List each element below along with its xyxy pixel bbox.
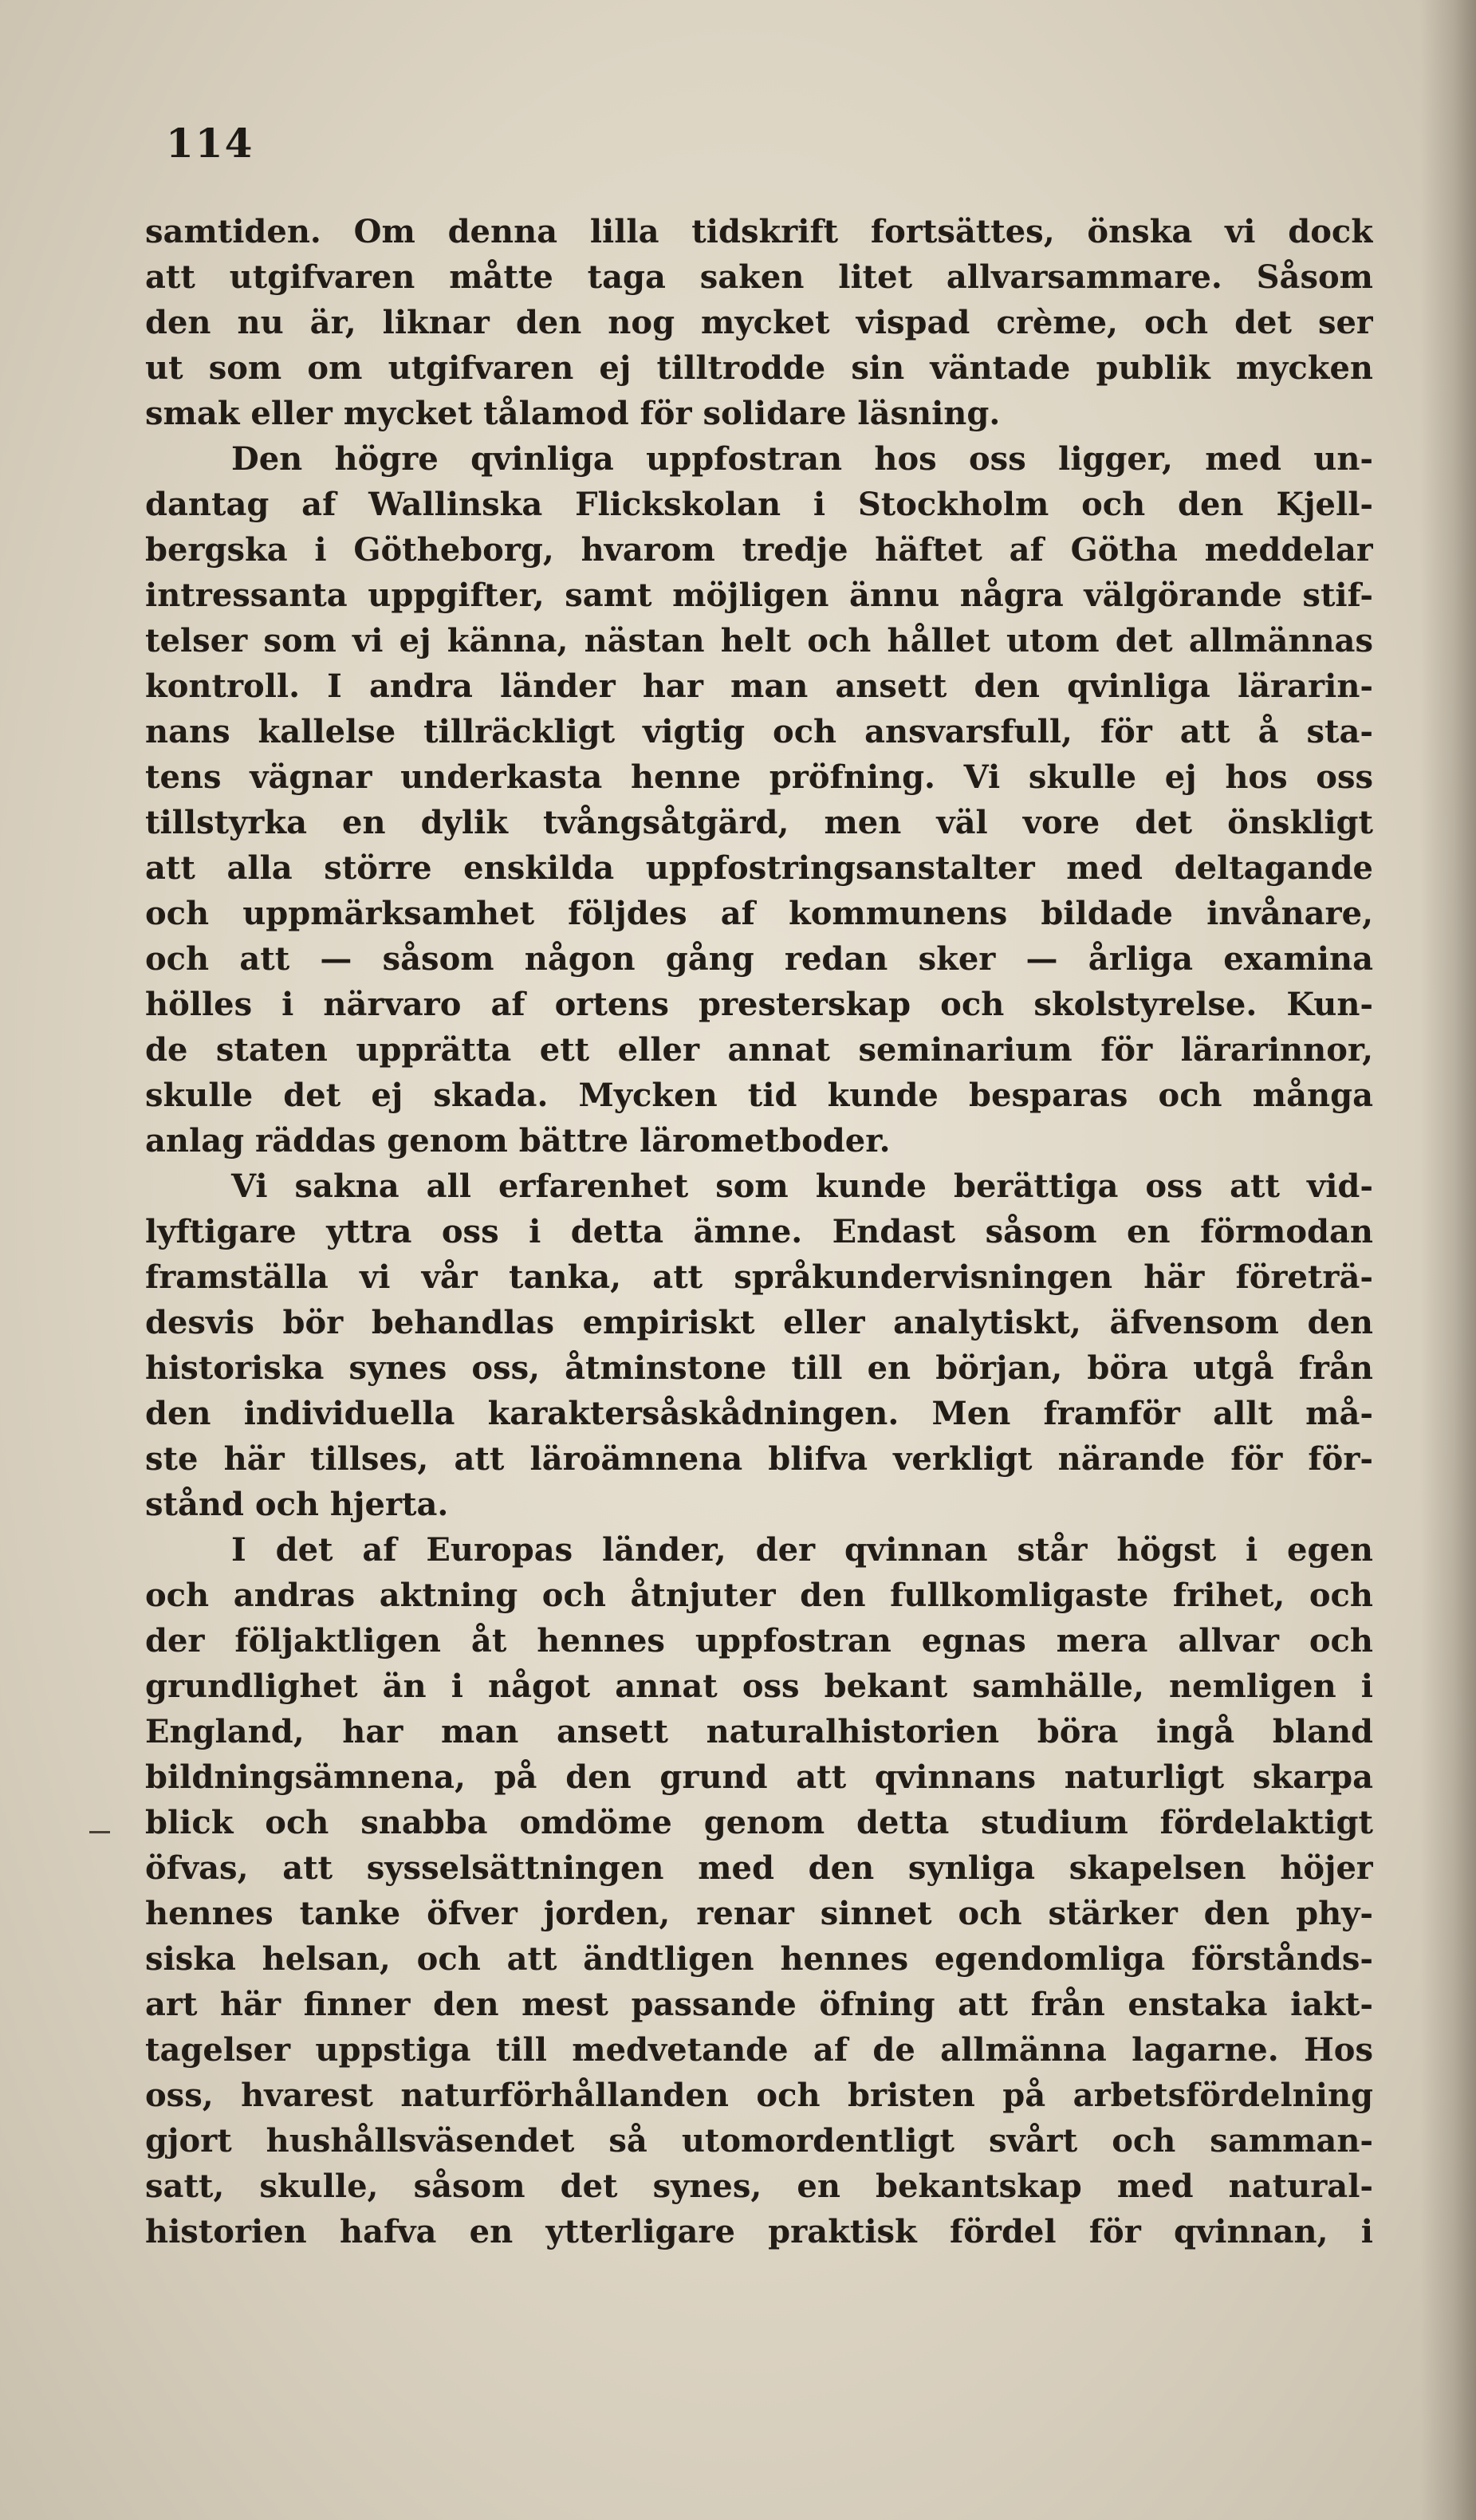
text-line: skulle det ej skada. Mycken tid kunde besparas och många (145, 1077, 1373, 1114)
text-line: bildningsämnena, på den grund att qvinnans naturligt skarpa (145, 1758, 1373, 1796)
text-line: hennes tanke öfver jorden, renar sinnet och stärker den phy- (145, 1895, 1373, 1932)
text-line: der följaktligen åt hennes uppfostran egnas mera allvar och (145, 1622, 1373, 1660)
text-line: anlag räddas genom bättre lärometboder. (145, 1122, 891, 1160)
text-line: desvis bör behandlas empiriskt eller analytiskt, äfvensom den (145, 1304, 1373, 1341)
text-line: hölles i närvaro af ortens presterskap och skolstyrelse. Kun- (145, 986, 1373, 1023)
text-line: samtiden. Om denna lilla tidskrift fortsättes, önska vi dock (145, 213, 1373, 250)
text-line: att alla större enskilda uppfostringsanstalter med deltagande (145, 849, 1373, 887)
margin-pencil-mark (89, 1831, 110, 1833)
text-line: smak eller mycket tålamod för solidare läsning. (145, 395, 1001, 432)
text-line: att utgifvaren måtte taga saken litet allvarsammare. Såsom (145, 258, 1373, 296)
text-line: historiska synes oss, åtminstone till en början, böra utgå från (145, 1349, 1373, 1387)
text-line: bergska i Götheborg, hvarom tredje häftet af Götha meddelar (145, 531, 1373, 569)
text-line: tens vägnar underkasta henne pröfning. Vi skulle ej hos oss (145, 758, 1373, 796)
text-line: historien hafva en ytterligare praktisk fördel för qvinnan, i (145, 2213, 1373, 2250)
text-line: kontroll. I andra länder har man ansett den qvinliga lärarin- (145, 667, 1373, 705)
text-line: ut som om utgifvaren ej tilltrodde sin väntade publik mycken (145, 349, 1373, 387)
text-line: satt, skulle, såsom det synes, en bekantskap med natural- (145, 2168, 1373, 2205)
text-line: ste här tillses, att läroämnena blifva verkligt närande för för- (145, 1440, 1373, 1478)
text-line: de staten upprätta ett eller annat seminarium för lärarinnor, (145, 1031, 1373, 1069)
body-text (145, 209, 1373, 2254)
text-line: och att — såsom någon gång redan sker — årliga examina (145, 940, 1373, 978)
text-line: öfvas, att sysselsättningen med den synliga skapelsen höjer (145, 1849, 1373, 1887)
text-line: den individuella karaktersåskådningen. Men framför allt må- (145, 1395, 1373, 1432)
text-line: oss, hvarest naturförhållanden och bristen på arbetsfördelning (145, 2077, 1373, 2114)
text-line: blick och snabba omdöme genom detta studium fördelaktigt (145, 1804, 1373, 1841)
text-line: tillstyrka en dylik tvångsåtgärd, men väl vore det önskligt (145, 804, 1373, 841)
text-line: art här finner den mest passande öfning att från enstaka iakt- (145, 1986, 1373, 2023)
text-line: grundlighet än i något annat oss bekant samhälle, nemligen i (145, 1668, 1373, 1705)
text-line: den nu är, liknar den nog mycket vispad crème, och det ser (145, 304, 1373, 341)
text-line: Vi sakna all erfarenhet som kunde berättiga oss att vid- (231, 1167, 1373, 1205)
text-line: gjort hushållsväsendet så utomordentligt svårt och samman- (145, 2122, 1373, 2160)
text-line: England, har man ansett naturalhistorien böra ingå bland (145, 1713, 1373, 1750)
page-number: 114 (166, 120, 254, 167)
text-line: framställa vi vår tanka, att språkundervisningen här företrä- (145, 1258, 1373, 1296)
text-line: Den högre qvinliga uppfostran hos oss ligger, med un- (231, 440, 1373, 478)
text-line: siska helsan, och att ändtligen hennes egendomliga förstånds- (145, 1940, 1373, 1978)
text-line: och uppmärksamhet följdes af kommunens bildade invånare, (145, 895, 1373, 932)
text-line: stånd och hjerta. (145, 1486, 449, 1523)
text-line: intressanta uppgifter, samt möjligen ännu några välgörande stif- (145, 577, 1373, 614)
text-line: och andras aktning och åtnjuter den fullkomligaste frihet, och (145, 1577, 1373, 1614)
text-line: telser som vi ej känna, nästan helt och hållet utom det allmännas (145, 622, 1373, 660)
binding-shadow (1420, 0, 1476, 2520)
text-line: dantag af Wallinska Flickskolan i Stockholm och den Kjell- (145, 486, 1373, 523)
text-line: lyftigare yttra oss i detta ämne. Endast såsom en förmodan (145, 1213, 1373, 1250)
text-line: tagelser uppstiga till medvetande af de allmänna lagarne. Hos (145, 2031, 1373, 2069)
text-line: I det af Europas länder, der qvinnan står högst i egen (231, 1531, 1373, 1569)
text-line: nans kallelse tillräckligt vigtig och ansvarsfull, för att å sta- (145, 713, 1373, 750)
